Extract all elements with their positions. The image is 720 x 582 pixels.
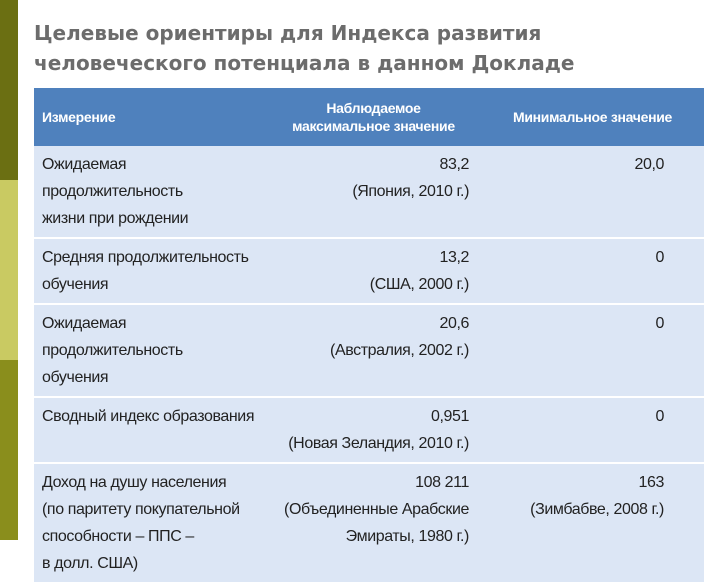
cell-min <box>481 397 704 463</box>
cell-text: обучения <box>42 369 109 386</box>
cell-note: Эмираты, 1980 г.) <box>345 528 469 545</box>
title-line-2: человеческого потенциала в данном Докладе <box>34 51 575 75</box>
header-min-value: Минимальное значение <box>512 109 673 125</box>
cell-value: 0 <box>655 249 664 266</box>
decor-stripe-bottom <box>0 360 18 540</box>
targets-table <box>34 88 704 582</box>
table-header <box>34 88 704 146</box>
cell-dimension <box>34 146 266 238</box>
table-body <box>34 146 704 582</box>
cell-max <box>266 463 481 582</box>
title-line-1: Целевые ориентиры для Индекса развития <box>34 21 542 45</box>
cell-text: обучения <box>42 276 109 293</box>
cell-min <box>481 146 704 238</box>
cell-value: 20,6 <box>439 315 469 332</box>
cell-dimension <box>34 304 266 397</box>
header-row <box>34 88 704 146</box>
cell-dimension <box>34 463 266 582</box>
cell-value: 83,2 <box>439 156 469 173</box>
decor-stripe-middle <box>0 180 18 360</box>
cell-value: 0 <box>655 408 664 425</box>
table-row <box>34 238 704 304</box>
targets-table-container <box>34 88 704 572</box>
header-dimension: Измерение <box>42 109 116 125</box>
cell-note: (Австралия, 2002 г.) <box>330 342 469 359</box>
cell-text: Ожидаемая продолжительность <box>42 315 183 359</box>
cell-max <box>266 146 481 238</box>
cell-text: Средняя продолжительность <box>42 249 249 266</box>
cell-note: (Япония, 2010 г.) <box>352 183 469 200</box>
cell-text: Ожидаемая продолжительность <box>42 156 183 200</box>
cell-text: Сводный индекс образования <box>42 408 255 425</box>
cell-value: 0,951 <box>430 408 469 425</box>
cell-min <box>481 304 704 397</box>
cell-note: (Объединенные Арабские <box>284 501 469 518</box>
table-row <box>34 146 704 238</box>
slide-title <box>34 18 694 78</box>
cell-text: (по паритету покупательной <box>42 501 240 518</box>
header-max-line-2: максимальное значение <box>292 118 455 134</box>
cell-min <box>481 463 704 582</box>
cell-dimension <box>34 397 266 463</box>
cell-max <box>266 238 481 304</box>
cell-value: 0 <box>655 315 664 332</box>
cell-min <box>481 238 704 304</box>
cell-text: способности – ППС – <box>42 528 194 545</box>
cell-text: в долл. США) <box>42 555 138 572</box>
cell-max <box>266 397 481 463</box>
cell-note: (Новая Зеландия, 2010 г.) <box>288 435 469 452</box>
cell-max <box>266 304 481 397</box>
table-row <box>34 304 704 397</box>
cell-value: 163 <box>638 474 664 491</box>
cell-value: 20,0 <box>634 156 664 173</box>
cell-text: жизни при рождении <box>42 210 189 227</box>
cell-value: 13,2 <box>439 249 469 266</box>
header-max-line-1: Наблюдаемое <box>326 100 421 116</box>
cell-value: 108 211 <box>415 474 469 491</box>
table-row <box>34 397 704 463</box>
cell-text: Доход на душу населения <box>42 474 227 491</box>
table-row <box>34 463 704 582</box>
cell-note: (США, 2000 г.) <box>369 276 469 293</box>
cell-note: (Зимбабве, 2008 г.) <box>530 501 664 518</box>
cell-dimension <box>34 238 266 304</box>
decor-stripe-top <box>0 0 18 180</box>
header-max-value <box>266 88 481 146</box>
